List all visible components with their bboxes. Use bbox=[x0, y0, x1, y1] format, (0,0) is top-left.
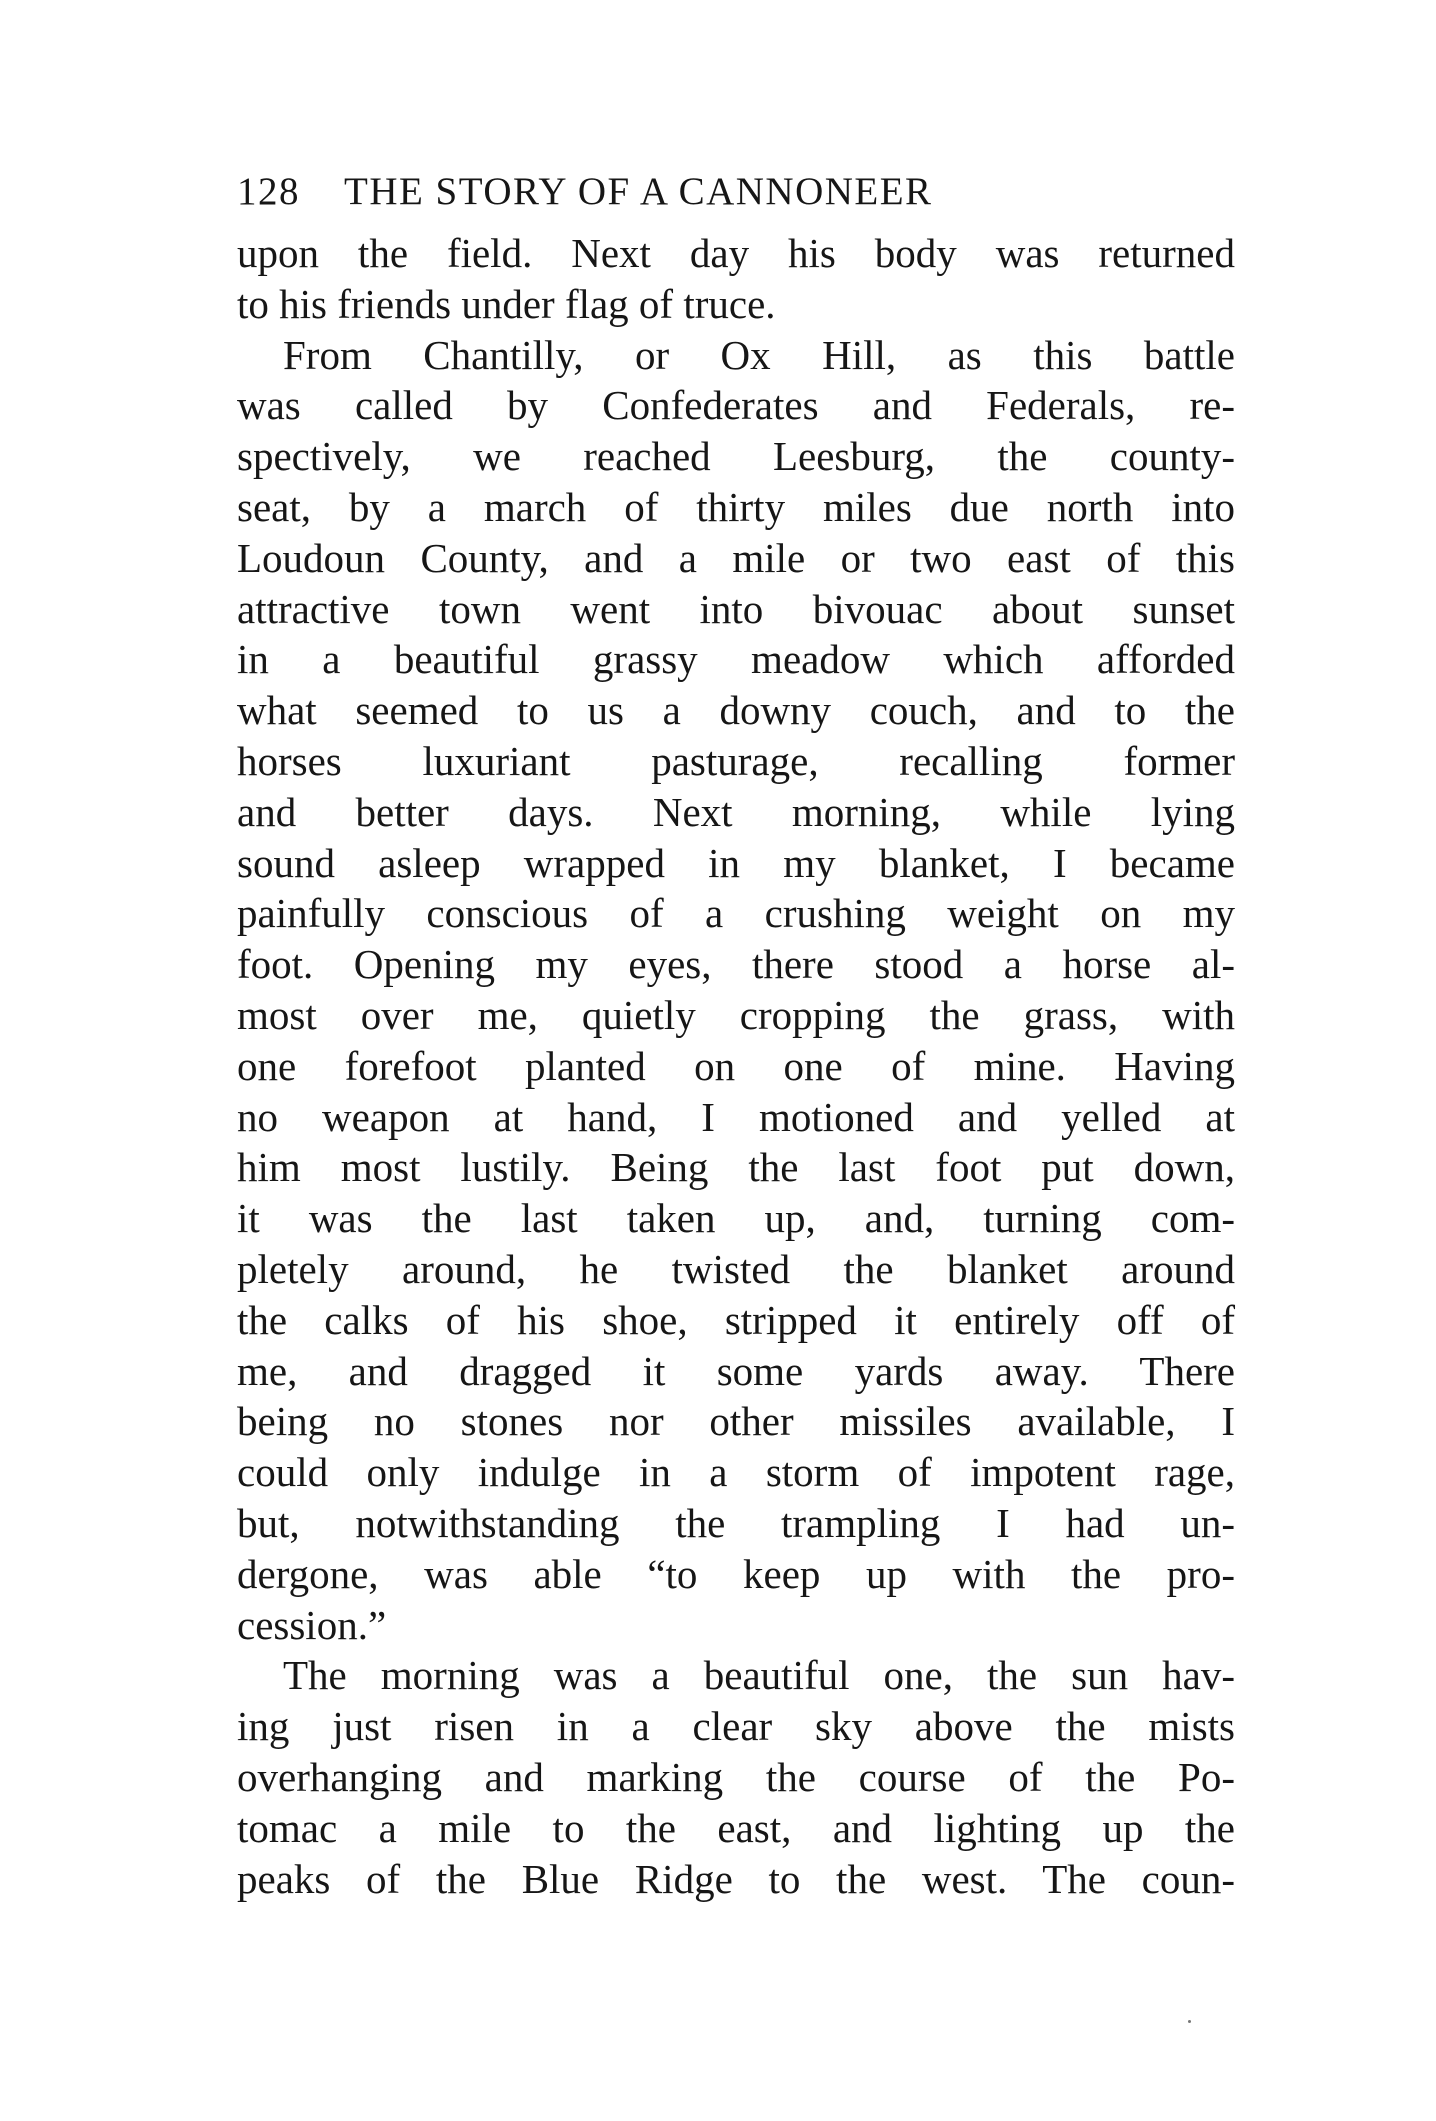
book-page bbox=[237, 170, 1235, 1904]
text-line: Loudoun County, and a mile or two east of this bbox=[237, 534, 1235, 581]
scan-speck bbox=[1188, 2020, 1191, 2023]
text-line: pletely around, he twisted the blanket around bbox=[237, 1245, 1235, 1292]
text-line: upon the field. Next day his body was returned bbox=[237, 230, 1235, 276]
text-line: tomac a mile to the east, and lighting up the bbox=[237, 1804, 1235, 1851]
running-title: THE STORY OF A CANNONEER bbox=[344, 170, 933, 213]
text-line: no weapon at hand, I motioned and yelled at bbox=[237, 1093, 1235, 1140]
text-line: peaks of the Blue Ridge to the west. The coun- bbox=[237, 1855, 1235, 1902]
text-line: and better days. Next morning, while lying bbox=[237, 788, 1235, 835]
text-line: was called by Confederates and Federals, re- bbox=[237, 382, 1235, 429]
text-line: most over me, quietly cropping the grass, with bbox=[237, 991, 1235, 1038]
text-line: painfully conscious of a crushing weight on my bbox=[237, 890, 1235, 937]
text-line: dergone, was able “to keep up with the pro- bbox=[237, 1550, 1235, 1597]
text-line: but, notwithstanding the trampling I had un- bbox=[237, 1499, 1235, 1546]
text-line: the calks of his shoe, stripped it entirely off of bbox=[237, 1296, 1235, 1343]
running-head bbox=[237, 170, 1235, 214]
text-line: could only indulge in a storm of impotent rage, bbox=[237, 1449, 1235, 1496]
body-text bbox=[237, 228, 1235, 1904]
text-line: to his friends under flag of truce. bbox=[237, 280, 776, 327]
text-line: attractive town went into bivouac about sunset bbox=[237, 585, 1235, 632]
text-line: overhanging and marking the course of the Po- bbox=[237, 1753, 1235, 1800]
text-line: cession.” bbox=[237, 1601, 387, 1648]
text-line: seat, by a march of thirty miles due north into bbox=[237, 483, 1235, 530]
text-line: ing just risen in a clear sky above the mists bbox=[237, 1703, 1235, 1750]
text-line: spectively, we reached Leesburg, the county- bbox=[237, 433, 1235, 480]
text-line: one forefoot planted on one of mine. Having bbox=[237, 1042, 1235, 1089]
text-line: what seemed to us a downy couch, and to the bbox=[237, 687, 1235, 734]
text-line: sound asleep wrapped in my blanket, I became bbox=[237, 839, 1235, 886]
text-line: foot. Opening my eyes, there stood a horse al- bbox=[237, 941, 1235, 988]
page-number: 128 bbox=[237, 170, 300, 213]
text-line: being no stones nor other missiles available, I bbox=[237, 1398, 1235, 1445]
text-line: me, and dragged it some yards away. There bbox=[237, 1347, 1235, 1394]
paragraph-first-line: From Chantilly, or Ox Hill, as this battle bbox=[283, 331, 1235, 378]
text-line: him most lustily. Being the last foot put down, bbox=[237, 1144, 1235, 1191]
text-line: horses luxuriant pasturage, recalling former bbox=[237, 737, 1235, 784]
text-line: it was the last taken up, and, turning com- bbox=[237, 1195, 1235, 1242]
paragraph-first-line: The morning was a beautiful one, the sun hav- bbox=[283, 1652, 1235, 1699]
text-line: in a beautiful grassy meadow which afforded bbox=[237, 636, 1235, 683]
